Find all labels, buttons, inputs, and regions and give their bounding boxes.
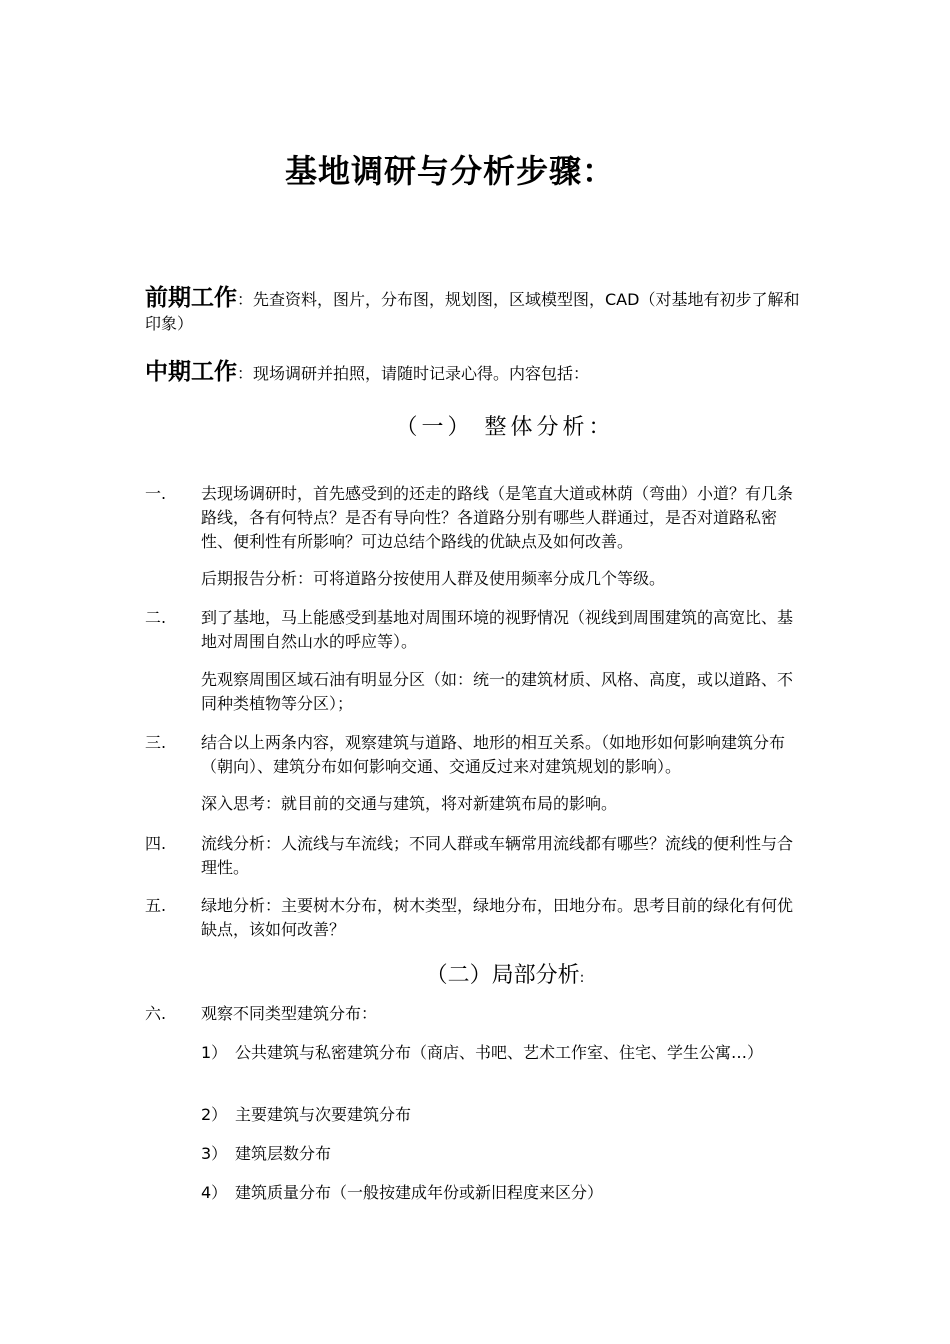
list-item-text: 到了基地，马上能感受到基地对周围环境的视野情况（视线到周围建筑的高宽比、基地对周围自然山水的呼应等）。 (201, 608, 794, 651)
middle-work-lead: 中期工作 (145, 359, 237, 385)
note-zoning: 先观察周围区域石油有明显分区（如：统一的建筑材质、风格、高度，或以道路、不同种类植物等分区）； (201, 670, 794, 713)
note-route-report: 后期报告分析：可将道路分按使用人群及使用频率分成几个等级。 (201, 569, 666, 588)
list-item-number: 三. (145, 733, 167, 752)
sub-item-text: 建筑层数分布 (235, 1144, 332, 1163)
list-item-number: 四. (145, 834, 167, 853)
list-item-text: 流线分析：人流线与车流线；不同人群或车辆常用流线都有哪些？流线的便利性与合理性。 (201, 834, 794, 877)
section-heading-text: （二）局部分析 (425, 963, 580, 988)
list-item-text: 绿地分析：主要树木分布，树木类型，绿地分布，田地分布。思考目前的绿化有何优缺点，该如何改善？ (201, 896, 794, 939)
sub-item-number: 1） (201, 1043, 228, 1062)
list-item-number: 五. (145, 896, 167, 915)
list-item-number: 六. (145, 1004, 167, 1023)
sub-item-text: 公共建筑与私密建筑分布（商店、书吧、艺术工作室、住宅、学生公寓…） (235, 1043, 764, 1062)
middle-work-paragraph (145, 360, 805, 386)
sub-item-text: 主要建筑与次要建筑分布 (235, 1105, 412, 1124)
list-item-text: 去现场调研时，首先感受到的还走的路线（是笔直大道或林荫（弯曲）小道？有几条路线，各有何特点？是否有导向性？各道路分别有哪些人群通过，是否对道路私密性、便利性有所影响？可边总结个路线的优缺点及如何改善。 (201, 484, 794, 551)
sub-item-number: 2） (201, 1105, 228, 1124)
section-heading-overall: （一） 整体分析： (395, 415, 615, 440)
early-work-paragraph (145, 286, 805, 336)
section-heading-local (0, 958, 950, 989)
sub-item-text: 建筑质量分布（一般按建成年份或新旧程度来区分） (235, 1183, 604, 1202)
page-title: 基地调研与分析步骤： (284, 152, 615, 190)
sub-item-number: 4） (201, 1183, 228, 1202)
list-item-number: 一. (145, 484, 167, 503)
early-work-text: ：先查资料，图片，分布图，规划图，区域模型图，CAD（对基地有初步了解和印象） (145, 290, 800, 333)
note-deep-thinking: 深入思考：就目前的交通与建筑，将对新建筑布局的影响。 (201, 794, 618, 813)
list-item-number: 二. (145, 608, 167, 627)
middle-work-text: ：现场调研并拍照，请随时记录心得。内容包括： (237, 364, 590, 383)
list-item-text: 结合以上两条内容，观察建筑与道路、地形的相互关系。（如地形如何影响建筑分布（朝向）、建筑分布如何影响交通、交通反过来对建筑规划的影响）。 (201, 733, 786, 776)
sub-item-number: 3） (201, 1144, 228, 1163)
list-item-text: 观察不同类型建筑分布： (201, 1004, 378, 1023)
section-heading-colon: : (579, 970, 585, 986)
early-work-lead: 前期工作 (145, 285, 237, 311)
